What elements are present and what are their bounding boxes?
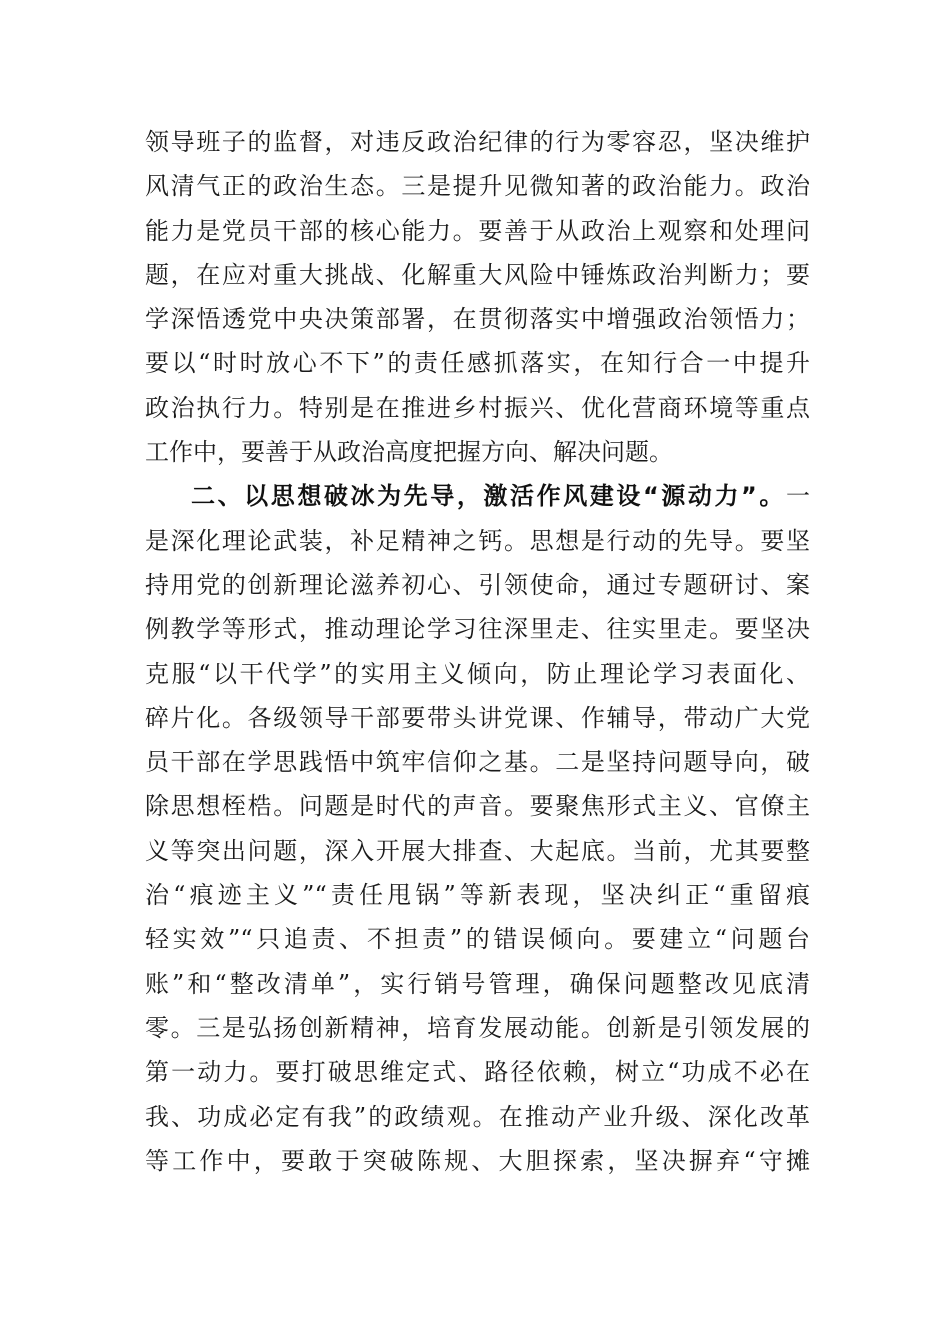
text-line: 员干部在学思践悟中筑牢信仰之基。二是坚持问题导向，破: [145, 748, 810, 777]
text-line: 能力是党员干部的核心能力。要善于从政治上观察和处理问: [145, 216, 810, 245]
text-line: 治“痕迹主义”“责任甩锅”等新表现，坚决纠正“重留痕: [145, 881, 810, 910]
text-line: 是深化理论武装，补足精神之钙。思想是行动的先导。要坚: [145, 526, 810, 555]
text-line: 零。三是弘扬创新精神，培育发展动能。创新是引领发展的: [145, 1013, 810, 1042]
text-line: 我、功成必定有我”的政绩观。在推动产业升级、深化改革: [145, 1102, 810, 1131]
text-line: 碎片化。各级领导干部要带头讲党课、作辅导，带动广大党: [145, 703, 810, 732]
text-line: 账”和“整改清单”，实行销号管理，确保问题整改见底清: [145, 969, 810, 998]
text-line: 领导班子的监督，对违反政治纪律的行为零容忍，坚决维护: [145, 128, 810, 156]
text-line: 要以“时时放心不下”的责任感抓落实，在知行合一中提升: [145, 349, 810, 378]
paragraph-2: [145, 474, 810, 1183]
section-heading: 二、以思想破冰为先导，激活作风建设“源动力”。: [191, 482, 786, 511]
text-line: 克服“以干代学”的实用主义倾向，防止理论学习表面化、: [145, 659, 810, 688]
text-line: 第一动力。要打破思维定式、路径依赖，树立“功成不必在: [145, 1058, 810, 1087]
text-line: 题，在应对重大挑战、化解重大风险中锤炼政治判断力；要: [145, 260, 810, 289]
text-line: 政治执行力。特别是在推进乡村振兴、优化营商环境等重点: [145, 393, 810, 422]
text-line: 学深悟透党中央决策部署，在贯彻落实中增强政治领悟力；: [145, 305, 810, 334]
text-line: 工作中，要善于从政治高度把握方向、解决问题。: [145, 438, 673, 467]
text-line: 例教学等形式，推动理论学习往深里走、往实里走。要坚决: [145, 615, 810, 644]
text-line: 义等突出问题，深入开展大排查、大起底。当前，尤其要整: [145, 836, 810, 865]
heading-line-continuation: 一: [786, 482, 810, 511]
paragraph-1: [145, 120, 810, 474]
section-heading-line: [145, 474, 810, 518]
text-line: 轻实效”“只追责、不担责”的错误倾向。要建立“问题台: [145, 925, 810, 954]
text-line: 除思想桎梏。问题是时代的声音。要聚焦形式主义、官僚主: [145, 792, 810, 821]
text-line: 等工作中，要敢于突破陈规、大胆探索，坚决摒弃“守摊: [145, 1146, 810, 1175]
text-line: 持用党的创新理论滋养初心、引领使命，通过专题研讨、案: [145, 570, 810, 599]
text-line: 风清气正的政治生态。三是提升见微知著的政治能力。政治: [145, 172, 810, 201]
body-text: [145, 120, 810, 1183]
